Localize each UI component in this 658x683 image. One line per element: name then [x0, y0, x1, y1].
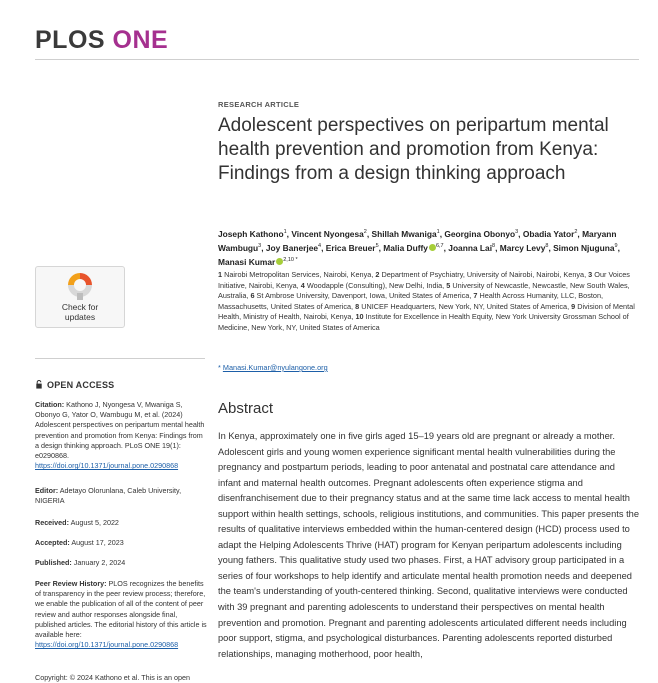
crossmark-icon [66, 271, 94, 301]
check-for-updates-badge[interactable] [35, 266, 125, 328]
badge-label [36, 302, 124, 322]
affil-text: Division of Mental Health, Ministry of Health, Nairobi, Kenya, [218, 301, 635, 322]
affil-number: 6 [250, 291, 255, 301]
citation-doi-link[interactable]: https://doi.org/10.1371/journal.pone.0290868 [35, 461, 179, 471]
corresponding-email [218, 363, 328, 372]
abstract-heading: Abstract [218, 400, 274, 417]
header-divider [35, 59, 639, 60]
author-affil-sup: 1 [283, 229, 287, 235]
author-name: Joy Banerjee [265, 242, 319, 253]
author-affil-sup: 3 [258, 243, 262, 249]
peer-review-text: PLOS recognizes the benefits of transparency in the peer review process; therefore, we enable the publication of all of the content of peer review and author responses alongside final, published articles. The editorial history of this article is available here: [35, 579, 207, 640]
author-affil-sup: 4 [318, 243, 322, 249]
published-date: January 2, 2024 [73, 558, 126, 567]
author-name: Simon Njuguna [553, 242, 615, 253]
editor-text: Adetayo Olorunlana, Caleb University, NIGERIA [35, 486, 182, 506]
affil-text: UNICEF Headquarters, New York, NY, United States of America, [361, 301, 570, 311]
citation-label: Citation: [35, 400, 65, 409]
sidebar-divider [35, 358, 205, 359]
open-access-text: OPEN ACCESS [47, 380, 115, 390]
author-affil-sup: 2 [363, 229, 367, 235]
accepted-label: Accepted: [35, 538, 70, 547]
affil-text: Our Voices Initiative, Nairobi, Kenya, [218, 270, 630, 290]
received-block [35, 518, 207, 528]
affil-number: 4 [300, 280, 305, 290]
author-name: Joseph Kathono [218, 228, 284, 239]
accepted-block [35, 538, 207, 548]
affil-number: 7 [473, 291, 478, 301]
peer-review-label: Peer Review History: [35, 579, 107, 588]
published-block [35, 558, 207, 568]
author-affil-sup: 9 [614, 243, 618, 249]
badge-line-2: updates [64, 312, 96, 322]
citation-block [35, 400, 207, 471]
abstract-text: In Kenya, approximately one in five girls aged 15–19 years old are pregnant or already a mother. Adolescent girls and young women experience significant mental health vulnerabilities during the pregnancy and postpartum periods, leading to poor antenatal and postnatal care attendance and infant and maternal health outcomes. Pregnant adolescents often experience stigma and disenfranchisement due to their pregnancy status and at the same time lack access to mental health support within health settings, schools, religious institutions, and communities. This paper presents the results of qualitative interviews embedded within the human-centered design (HCD) process used to adapt the Helping Adolescents Thrive (HAT) program for Kenyan peripartum adolescents including young fathers. This qualitative study used two phases. First, a HAT advisory group participated in a series of four workshops to help identify and articulate mental health promotion needs and deepened the team's understanding of youth-centered thinking. Second, qualitative interviews were conducted with 39 pregnant and parenting adolescents to understand their perspectives on mental health prevention and promotion. Pregnant and parenting adolescents articulated different needs including poor support, stigma, and psychological disturbances. Parenting adolescents reported disturbed relationships, managing motherhood, poor health, [218, 431, 639, 659]
accepted-date: August 17, 2023 [71, 538, 124, 547]
affil-number: 3 [588, 270, 593, 279]
affil-text: University of Newcastle, Newcastle, New South Wales, Australia, [218, 280, 630, 301]
author-list: Joseph Kathono$^1$, Vincent Nyongesa$^2$, Shillah Mwaniga$^1$, Georgina Obonyo$^3$, Obadia Yator$^2$, Maryann Wambugu$^3$, Joy Banerjee$^4$, Erica Breuer$^5$, Malia Duffy $^{6,7}$, Joanna Lai$^8$, Marcy Levy$^8$, Simon Njuguna$^9$, Manasi Kumar $^{2,10 *}$ [218, 228, 620, 267]
orcid-icon[interactable] [429, 244, 436, 251]
email-star: * [218, 363, 221, 372]
author-name: Vincent Nyongesa [291, 228, 364, 239]
affil-text: Institute for Excellence in Health Equity, New York University Grossman School of Medicine, New York, NY, United States of America [218, 312, 629, 332]
affil-number: 8 [355, 301, 360, 311]
article-type: RESEARCH ARTICLE [218, 100, 300, 109]
citation-text: Kathono J, Nyongesa V, Mwaniga S, Obonyo G, Yator O, Wambugu M, et al. (2024) Adolescent perspectives on peripartum mental health prevention and promotion from Kenya: Findings from a design thinking approach. PLoS ONE 19(1): e0290868. [35, 400, 205, 461]
author-name: Erica Breuer [325, 242, 376, 253]
article-title: Adolescent perspectives on peripartum mental health prevention and promotion from Kenya: Findings from a design thinking approach [218, 115, 609, 184]
affil-number: 2 [375, 270, 380, 279]
email-link[interactable]: Manasi.Kumar@nyulangone.org [222, 363, 328, 372]
author-affil-sup: 8 [492, 243, 496, 249]
badge-line-1: Check for [61, 302, 99, 312]
author-affil-sup: 1 [436, 229, 440, 235]
editor-label: Editor: [35, 486, 59, 495]
author-name: Shillah Mwaniga [371, 228, 437, 239]
peer-review-block [35, 579, 207, 650]
author-affil-sup: 2,10 * [283, 257, 298, 263]
affil-text: Nairobi Metropolitan Services, Nairobi, Kenya, [224, 270, 374, 279]
received-label: Received: [35, 518, 69, 527]
author-affil-sup: 2 [574, 229, 578, 235]
author-name: Malia Duffy [383, 242, 428, 253]
affil-text: Woodapple (Consulting), New Delhi, India, [306, 280, 445, 290]
author-affil-sup: 5 [375, 243, 379, 249]
open-lock-icon [35, 380, 43, 389]
affil-number: 5 [446, 280, 451, 290]
author-name: Obadia Yator [522, 228, 575, 239]
affil-text: St Ambrose University, Davenport, Iowa, United States of America, [256, 291, 472, 301]
affil-number: 1 [218, 270, 223, 279]
affiliation-list [218, 270, 640, 334]
author-name: Marcy Levy [499, 242, 546, 253]
copyright-block [35, 673, 207, 683]
author-affil-sup: 3 [515, 229, 519, 235]
author-affil-sup: 8 [545, 243, 549, 249]
affil-text: Department of Psychiatry, University of Nairobi, Nairobi, Kenya, [381, 270, 587, 279]
journal-name-part1: PLOS [35, 26, 106, 54]
peer-review-link[interactable]: https://doi.org/10.1371/journal.pone.0290868 [35, 640, 179, 650]
affil-text: Health Across Humanity, LLC, Boston, Massachusetts, United States of America, [218, 291, 604, 311]
author-name: Georgina Obonyo [444, 228, 516, 239]
author-name: Manasi Kumar [218, 256, 276, 267]
author-name: Maryann Wambugu [218, 228, 617, 253]
received-date: August 5, 2022 [70, 518, 119, 527]
affil-number: 10 [355, 312, 364, 322]
journal-name-part2: ONE [112, 26, 169, 54]
journal-logo[interactable] [35, 26, 168, 55]
author-name: Joanna Lai [448, 242, 493, 253]
copyright-text: Copyright: © 2024 Kathono et al. This is an open [35, 673, 191, 682]
open-access-label [35, 380, 114, 390]
published-label: Published: [35, 558, 72, 567]
editor-block [35, 486, 207, 506]
affil-number: 9 [571, 301, 576, 311]
author-affil-sup: 6,7 [435, 243, 444, 249]
